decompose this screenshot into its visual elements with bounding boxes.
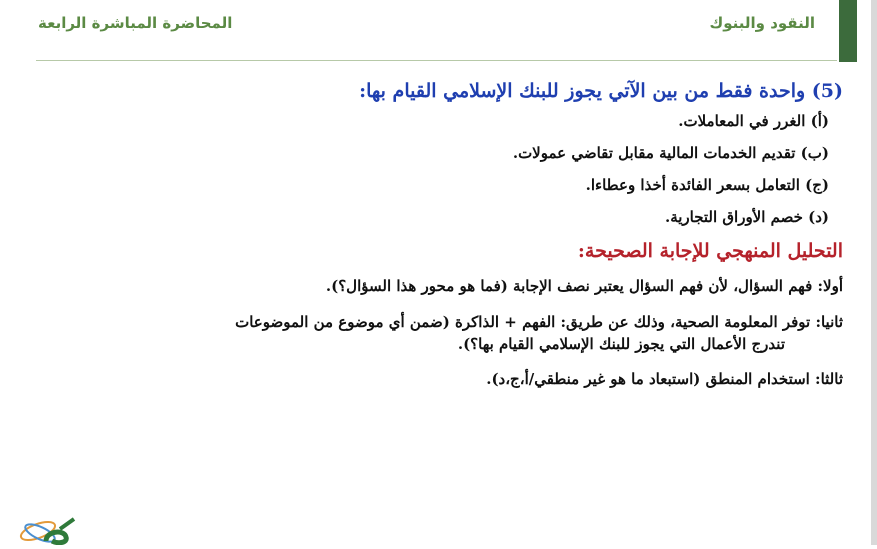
analysis-point-1 [70,276,843,298]
analysis-point-3 [70,369,843,391]
analysis-point-2-text: ثانيا: توفر المعلومة الصحية، وذلك عن طريق: الفهم + الذاكرة (ضمن أي موضوع من الموضوعات [235,312,843,331]
option-c: (ج) التعامل بسعر الفائدة أخذا وعطاءا. [585,176,829,194]
lecture-title: المحاضرة المباشرة الرابعة [38,14,233,32]
analysis-point-2 [70,312,843,356]
course-title: النقود والبنوك [709,14,815,32]
accent-bar [839,0,857,62]
option-b: (ب) تقديم الخدمات المالية مقابل تقاضي عمولات. [512,144,829,162]
scrollbar-track[interactable] [871,0,877,545]
slide-content [70,80,843,405]
university-logo-icon [16,511,86,545]
analysis-title: التحليل المنهجي للإجابة الصحيحة: [577,240,843,262]
question-text: (5) واحدة فقط من بين الآتي يجوز للبنك الإسلامي القيام بها: [359,80,843,102]
analysis-point-2-continuation: تندرج الأعمال التي يجوز للبنك الإسلامي القيام بها؟). [457,334,785,353]
analysis-point-3-text: ثالثا: استخدام المنطق (استبعاد ما هو غير منطقي/أ،ج،د). [486,370,843,389]
option-d: (د) خصم الأوراق التجارية. [664,208,829,226]
option-a: (أ) الغرر في المعاملات. [678,112,829,130]
analysis-point-1-text: أولا: فهم السؤال، لأن فهم السؤال يعتبر نصف الإجابة (فما هو محور هذا السؤال؟). [325,277,843,295]
options-list [70,112,843,226]
header-divider [36,60,837,61]
